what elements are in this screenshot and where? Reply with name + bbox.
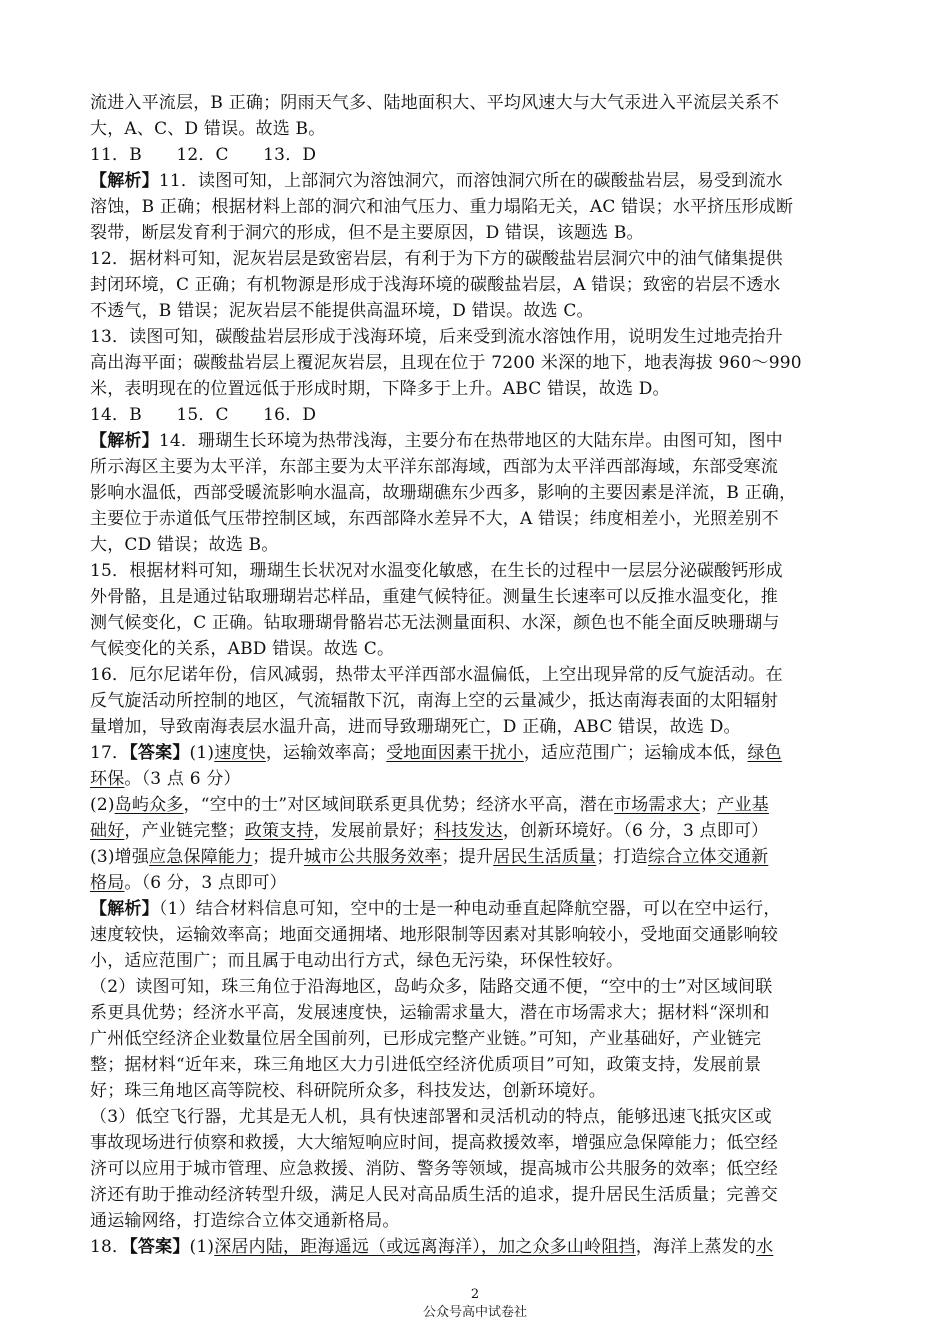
text-segment: 流进入平流层，B 正确；阴雨天气多、陆地面积大、平均风速大与大气汞进入平流层关系不 <box>90 93 780 113</box>
key-point-underlined: 政策支持 <box>244 821 314 841</box>
text-segment: 大，CD 错误；故选 B。 <box>90 535 279 555</box>
key-point-underlined: 岛屿众多 <box>114 795 184 815</box>
text-line <box>90 948 880 974</box>
text-line <box>90 428 880 454</box>
text-line <box>90 922 880 948</box>
key-point-underlined: 居民生活质量 <box>493 847 597 867</box>
text-line <box>90 220 880 246</box>
key-point-underlined: 深居内陆，距海遥远（或远离海洋），加之众多山岭阻挡 <box>214 1237 636 1257</box>
text-line <box>90 636 880 662</box>
text-segment: 17． <box>90 743 130 763</box>
text-segment: 主要位于赤道低气压带控制区域，东西部降水差异不大，A 错误；纬度相差小，光照差别不 <box>90 509 779 529</box>
text-segment: 高出海平面；碳酸盐岩层上覆泥灰岩层，且现在位于 7200 米深的地下，地表海拔 960～990 <box>90 353 802 373</box>
text-line <box>90 792 880 818</box>
text-line <box>90 1104 880 1130</box>
text-line <box>90 506 880 532</box>
text-segment: 外骨骼，且是通过钻取珊瑚岩芯样品，重建气候特征。测量生长速率可以反推水温变化，推 <box>90 587 778 607</box>
text-line <box>90 272 880 298</box>
text-segment: 16．厄尔尼诺年份，信风减弱，热带太平洋西部水温偏低，上空出现异常的反气旋活动。在 <box>90 665 783 685</box>
text-line <box>90 376 880 402</box>
text-segment: 量增加，导致南海表层水温升高，进而导致珊瑚死亡，D 正确，ABC 错误，故选 D。 <box>90 717 741 737</box>
text-segment: ，发展前景好； <box>313 821 435 841</box>
text-line <box>90 532 880 558</box>
text-segment: ，创新环境好。（6 分，3 点即可） <box>502 821 769 841</box>
text-line <box>90 662 880 688</box>
text-segment: 裂带，断层发育利于洞穴的形成，但不是主要原因，D 错误，该题选 B。 <box>90 223 644 243</box>
key-point-underlined: 科技发达 <box>434 821 503 841</box>
key-point-underlined: 绿色 <box>747 743 782 763</box>
text-line <box>90 350 880 376</box>
text-segment: 18． <box>90 1237 130 1257</box>
text-line <box>90 1208 880 1234</box>
text-line <box>90 246 880 272</box>
text-segment: 11．读图可知，上部洞穴为溶蚀洞穴，而溶蚀洞穴所在的碳酸盐岩层，易受到流水 <box>158 171 783 191</box>
text-line <box>90 688 880 714</box>
text-segment: 11．B 12．C 13．D <box>90 145 317 165</box>
text-segment: ，“空中的士”对区域间联系更具优势；经济水平高，潜在 <box>183 795 615 815</box>
text-segment: 济还有助于推动经济转型升级，满足人民对高品质生活的追求，提升居民生活质量；完善交 <box>90 1185 778 1205</box>
key-point-underlined: 础好 <box>90 821 125 841</box>
text-line <box>90 1078 880 1104</box>
text-segment: ，运输效率高； <box>265 743 387 763</box>
text-line <box>90 1182 880 1208</box>
text-line <box>90 324 880 350</box>
text-segment: (1) <box>189 743 215 763</box>
text-segment: 15．根据材料可知，珊瑚生长状况对水温变化敏感，在生长的过程中一层层分泌碳酸钙形成 <box>90 561 783 581</box>
text-line <box>90 1156 880 1182</box>
key-point-underlined: 速度快 <box>214 743 266 763</box>
text-segment: ，适应范围广；运输成本低， <box>523 743 748 763</box>
section-marker: 【解析】 <box>90 899 159 919</box>
key-point-underlined: 水 <box>756 1237 774 1257</box>
text-line <box>90 844 880 870</box>
page-number: 2 <box>470 1287 480 1302</box>
section-marker: 【解析】 <box>90 431 159 451</box>
key-point-underlined: 应急保障能力 <box>149 847 253 867</box>
text-segment: ；提升 <box>252 847 304 867</box>
text-segment: ，产业链完整； <box>124 821 245 841</box>
text-segment: 反气旋活动所控制的地区，气流辐散下沉，南海上空的云量减少，抵达南海表面的太阳辐射 <box>90 691 778 711</box>
text-segment: ，海洋上蒸发的 <box>635 1237 757 1257</box>
text-line <box>90 298 880 324</box>
text-line <box>90 558 880 584</box>
text-segment: ；提升 <box>441 847 494 867</box>
text-line <box>90 870 880 896</box>
text-line <box>90 168 880 194</box>
text-segment: 。（6 分，3 点即可） <box>124 873 287 893</box>
text-line <box>90 1234 880 1260</box>
text-line <box>90 766 880 792</box>
text-segment: 所示海区主要为太平洋，东部主要为太平洋东部海域，西部为太平洋西部海域，东部受寒流 <box>90 457 778 477</box>
text-segment: 测气候变化，C 正确。钻取珊瑚骨骼岩芯无法测量面积、水深，颜色也不能全面反映珊瑚与 <box>90 613 780 633</box>
text-line <box>90 974 880 1000</box>
text-line <box>90 1000 880 1026</box>
text-line <box>90 142 880 168</box>
text-line <box>90 896 880 922</box>
text-line <box>90 402 880 428</box>
text-segment: (3)增强 <box>90 847 150 867</box>
text-segment: 系更具优势；经济水平高，发展速度快，运输需求量大，潜在市场需求大；据材料“深圳和 <box>90 1003 770 1023</box>
text-line <box>90 1026 880 1052</box>
text-segment: 小，适应范围广；而且属于电动出行方式，绿色无污染，环保性较好。 <box>90 951 624 971</box>
text-segment: 广州低空经济企业数量位居全国前列，已形成完整产业链。”可知，产业基础好，产业链完 <box>90 1029 762 1049</box>
text-segment: 14．珊瑚生长环境为热带浅海，主要分布在热带地区的大陆东岸。由图可知，图中 <box>158 431 783 451</box>
text-segment: 封闭环境，C 正确；有机物源是形成于浅海环境的碳酸盐岩层，A 错误；致密的岩层不透水 <box>90 275 781 295</box>
text-segment: 气候变化的关系，ABD 错误。故选 C。 <box>90 639 395 659</box>
text-segment: 13．读图可知，碳酸盐岩层形成于浅海环境，后来受到流水溶蚀作用，说明发生过地壳抬升 <box>90 327 783 347</box>
text-segment: 。（3 点 6 分） <box>124 769 241 789</box>
text-segment: 速度较快，运输效率高；地面交通拥堵、地形限制等因素对其影响较小，受地面交通影响较 <box>90 925 778 945</box>
section-marker: 【解析】 <box>90 171 159 191</box>
text-segment: （1）结合材料信息可知，空中的士是一种电动垂直起降航空器，可以在空中运行， <box>158 899 781 919</box>
text-segment: （2）读图可知，珠三角位于沿海地区，岛屿众多，陆路交通不便，“空中的士”对区域间联 <box>90 977 773 997</box>
text-line <box>90 714 880 740</box>
key-point-underlined: 格局 <box>90 873 125 893</box>
text-segment: ； <box>700 795 718 815</box>
section-marker: 【答案】 <box>129 1237 190 1257</box>
text-line <box>90 454 880 480</box>
text-segment: 整；据材料“近年来，珠三角地区大力引进低空经济优质项目”可知，政策支持，发展前景 <box>90 1055 762 1075</box>
text-line <box>90 818 880 844</box>
text-line <box>90 194 880 220</box>
key-point-underlined: 环保 <box>90 769 125 789</box>
text-line <box>90 116 880 142</box>
text-segment: 12．据材料可知，泥灰岩层是致密岩层，有利于为下方的碳酸盐岩层洞穴中的油气储集提供 <box>90 249 783 269</box>
text-segment: 济可以应用于城市管理、应急救援、消防、警务等领域，提高城市公共服务的效率；低空经 <box>90 1159 778 1179</box>
key-point-underlined: 综合立体交通新 <box>647 847 769 867</box>
text-segment: (2) <box>90 795 115 815</box>
text-segment: 好；珠三角地区高等院校、科研院所众多，科技发达，创新环境好。 <box>90 1081 606 1101</box>
text-segment: 14．B 15．C 16．D <box>90 405 317 425</box>
text-segment: (1) <box>189 1237 215 1257</box>
key-point-underlined: 受地面因素干扰小 <box>386 743 524 763</box>
key-point-underlined: 产业基 <box>717 795 769 815</box>
text-line <box>90 584 880 610</box>
text-line <box>90 610 880 636</box>
text-line <box>90 1130 880 1156</box>
text-segment: 大，A、C、D 错误。故选 B。 <box>90 119 326 139</box>
text-line <box>90 740 880 766</box>
key-point-underlined: 市场需求大 <box>614 795 701 815</box>
footer-source: 公众号高中试卷社 <box>422 1305 527 1320</box>
answer-text-body <box>90 90 880 1260</box>
text-segment: 不透气，B 错误；泥灰岩层不能提供高温环境，D 错误。故选 C。 <box>90 301 594 321</box>
text-segment: 米，表明现在的位置远低于形成时期，下降多于上升。ABC 错误，故选 D。 <box>90 379 670 399</box>
section-marker: 【答案】 <box>129 743 190 763</box>
text-line <box>90 1052 880 1078</box>
text-segment: ；打造 <box>596 847 648 867</box>
text-line <box>90 90 880 116</box>
text-segment: 事故现场进行侦察和救援，大大缩短响应时间，提高救援效率，增强应急保障能力；低空经 <box>90 1133 778 1153</box>
text-segment: （3）低空飞行器，尤其是无人机，具有快速部署和灵活机动的特点，能够迅速飞抵灾区或 <box>90 1107 772 1127</box>
text-line <box>90 480 880 506</box>
text-segment: 影响水温低，西部受暖流影响水温高，故珊瑚礁东少西多，影响的主要因素是洋流，B 正确， <box>90 483 797 503</box>
text-segment: 通运输网络，打造综合立体交通新格局。 <box>90 1211 400 1231</box>
text-segment: 溶蚀，B 正确；根据材料上部的洞穴和油气压力、重力塌陷无关，AC 错误；水平挤压形成断 <box>90 197 794 217</box>
key-point-underlined: 城市公共服务效率 <box>303 847 442 867</box>
